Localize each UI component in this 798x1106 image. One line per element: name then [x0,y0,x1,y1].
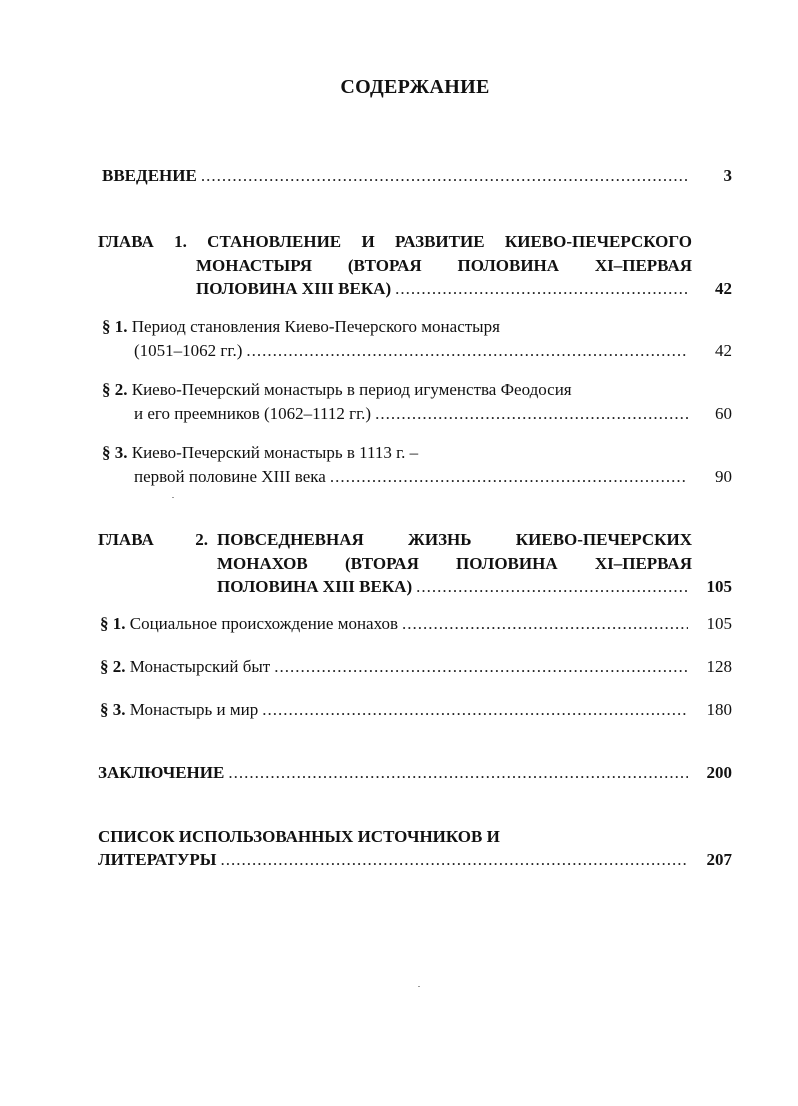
toc-entry-label: ВВЕДЕНИЕ [102,166,197,185]
chapter2-section1 [100,612,692,636]
bibliography-heading-line2 [98,848,692,872]
toc-entry-label: ЛИТЕРАТУРЫ [98,850,217,869]
scan-speck [418,986,420,987]
section-title-cont: и его преемников (1062–1112 гг.) [134,404,372,423]
toc-page-number: 207 [706,850,732,869]
toc-page-number: 42 [715,279,732,298]
section-number: § 2. [100,657,126,676]
toc-entry-conclusion [98,761,692,785]
section-title-cont: (1051–1062 гг.) [134,341,243,360]
section-number: § 1. [100,614,126,633]
toc-page-number: 42 [715,341,732,360]
chapter2-heading-line2: МОНАХОВ (ВТОРАЯ ПОЛОВИНА XI–ПЕРВАЯ [217,554,692,573]
leader-dots [395,277,688,301]
toc-page-number: 200 [706,763,732,782]
leader-dots [330,465,688,489]
section-title: Киево-Печерский монастырь в 1113 г. – [131,443,419,462]
leader-dots [220,848,688,872]
toc-entry-label: ПОЛОВИНА XIII ВЕКА) [217,577,413,596]
section-title: Монастырь и мир [129,700,259,719]
scan-speck [172,497,174,498]
toc-entry-label: ПОЛОВИНА XIII ВЕКА) [196,279,392,298]
leader-dots [246,339,688,363]
chapter1-section2-line1 [102,378,692,402]
chapter1-section3-line2 [134,465,692,489]
section-title: Монастырский быт [129,657,271,676]
chapter1-section2-line2 [134,402,692,426]
leader-dots [274,655,688,679]
leader-dots [402,612,688,636]
toc-page-number: 105 [706,577,732,596]
section-number: § 1. [102,317,128,336]
chapter2-heading-line3 [217,575,692,599]
toc-entry-label: ЗАКЛЮЧЕНИЕ [98,763,225,782]
toc-entry-intro [102,164,692,188]
toc-page-number: 105 [706,614,732,633]
section-number: § 3. [100,700,126,719]
section-title: Социальное происхождение монахов [129,614,398,633]
chapter1-heading-line2: МОНАСТЫРЯ (ВТОРАЯ ПОЛОВИНА XI–ПЕРВАЯ [196,256,692,275]
toc-page-number: 128 [706,657,732,676]
chapter2-prefix: ГЛАВА 2. [98,530,208,549]
toc-page-number: 180 [706,700,732,719]
leader-dots [228,761,688,785]
chapter2-heading-line1: ПОВСЕДНЕВНАЯ ЖИЗНЬ КИЕВО-ПЕЧЕРСКИХ [217,530,692,549]
leader-dots [375,402,688,426]
chapter1-section1-line2 [134,339,692,363]
chapter2-section3 [100,698,692,722]
leader-dots [201,164,688,188]
chapter1-section3-line1 [102,441,692,465]
section-title: Период становления Киево-Печерского монастыря [131,317,500,336]
chapter1-heading-line1: ГЛАВА 1. СТАНОВЛЕНИЕ И РАЗВИТИЕ КИЕВО-ПЕЧЕРСКОГО [98,232,692,251]
chapter2-section2 [100,655,692,679]
leader-dots [262,698,688,722]
chapter1-heading-line3 [196,277,692,301]
section-number: § 2. [102,380,128,399]
bibliography-heading-line1: СПИСОК ИСПОЛЬЗОВАННЫХ ИСТОЧНИКОВ И [98,827,500,846]
toc-page-number: 3 [723,166,732,185]
toc-page-number: 90 [715,467,732,486]
page-title: СОДЕРЖАНИЕ [340,76,490,98]
toc-page-number: 60 [715,404,732,423]
leader-dots [416,575,688,599]
section-title: Киево-Печерский монастырь в период игуменства Феодосия [131,380,572,399]
section-title-cont: первой половине XIII века [134,467,326,486]
section-number: § 3. [102,443,128,462]
chapter1-section1-line1 [102,315,692,339]
